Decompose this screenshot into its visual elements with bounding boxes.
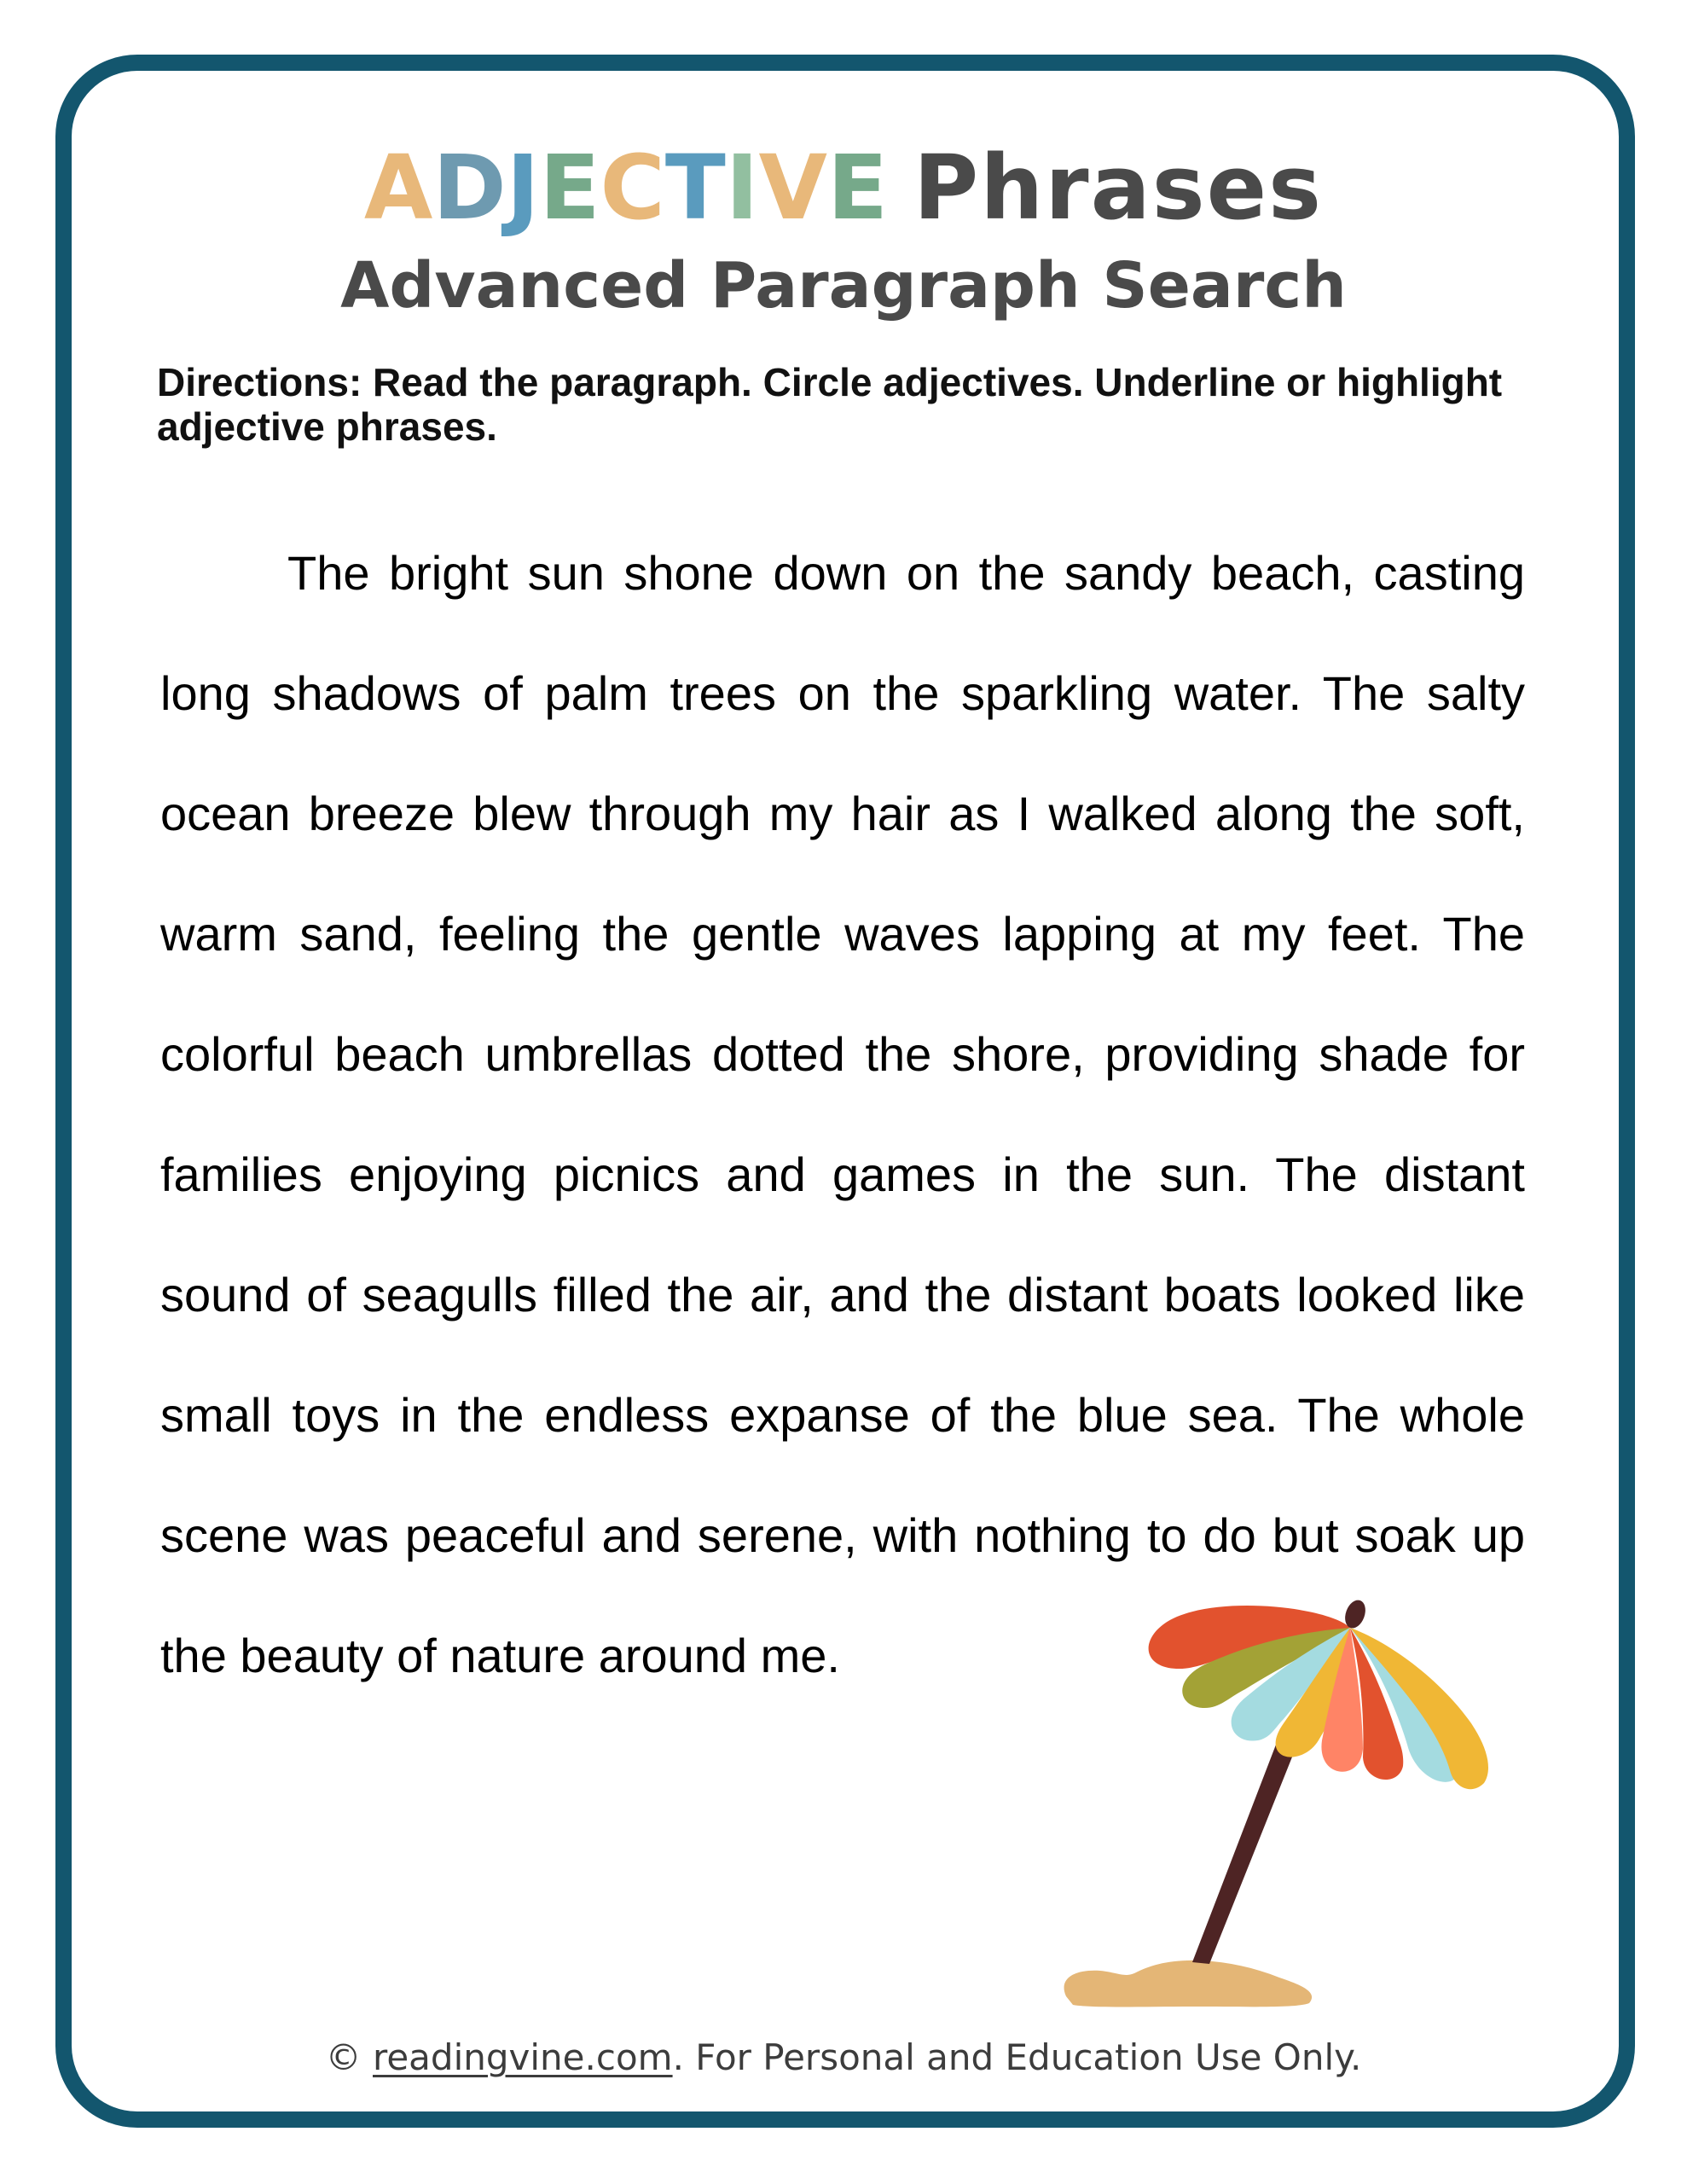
title-letter: A: [363, 136, 433, 240]
umbrella-pole: [1192, 1745, 1295, 1964]
title-letter: I: [725, 136, 759, 240]
copyright-footer: [0, 2034, 1687, 2082]
beach-umbrella-icon: [1058, 1587, 1501, 2013]
copyright-symbol: ©: [325, 2036, 362, 2078]
title-letter: D: [432, 136, 507, 240]
worksheet-title: [0, 136, 1687, 239]
directions-text: Directions: Read the paragraph. Circle adjectives. Underline or highlight adjective phrases.: [157, 360, 1503, 449]
title-letter: C: [600, 136, 665, 240]
footer-usage-note: . For Personal and Education Use Only.: [672, 2036, 1362, 2078]
sand-mound: [1064, 1960, 1313, 2007]
title-letter: T: [664, 136, 726, 240]
worksheet-subtitle: Advanced Paragraph Search: [340, 249, 1347, 322]
title-colored-word: [364, 136, 888, 240]
title-letter: V: [758, 136, 827, 240]
reading-paragraph: The bright sun shone down on the sandy beach, casting long shadows of palm trees on the sparkling water. The salty ocean breeze blew through my hair as I walked along the soft, warm sand, feeling the gentle waves lapping at my feet. The colorful beach umbrellas dotted the shore, providing shade for families enjoying picnics and games in the sun. The distant sound of seagulls filled the air, and the distant boats looked like small toys in the endless expanse of the blue sea. The whole scene was peaceful and serene, with nothing to do but soak up the beauty of nature around me.: [160, 546, 1525, 1682]
title-letter: J: [506, 136, 540, 240]
title-letter: E: [826, 136, 889, 240]
title-second-word: Phrases: [913, 136, 1324, 240]
title-letter: E: [539, 136, 600, 240]
readingvine-link[interactable]: readingvine.com: [373, 2036, 673, 2078]
